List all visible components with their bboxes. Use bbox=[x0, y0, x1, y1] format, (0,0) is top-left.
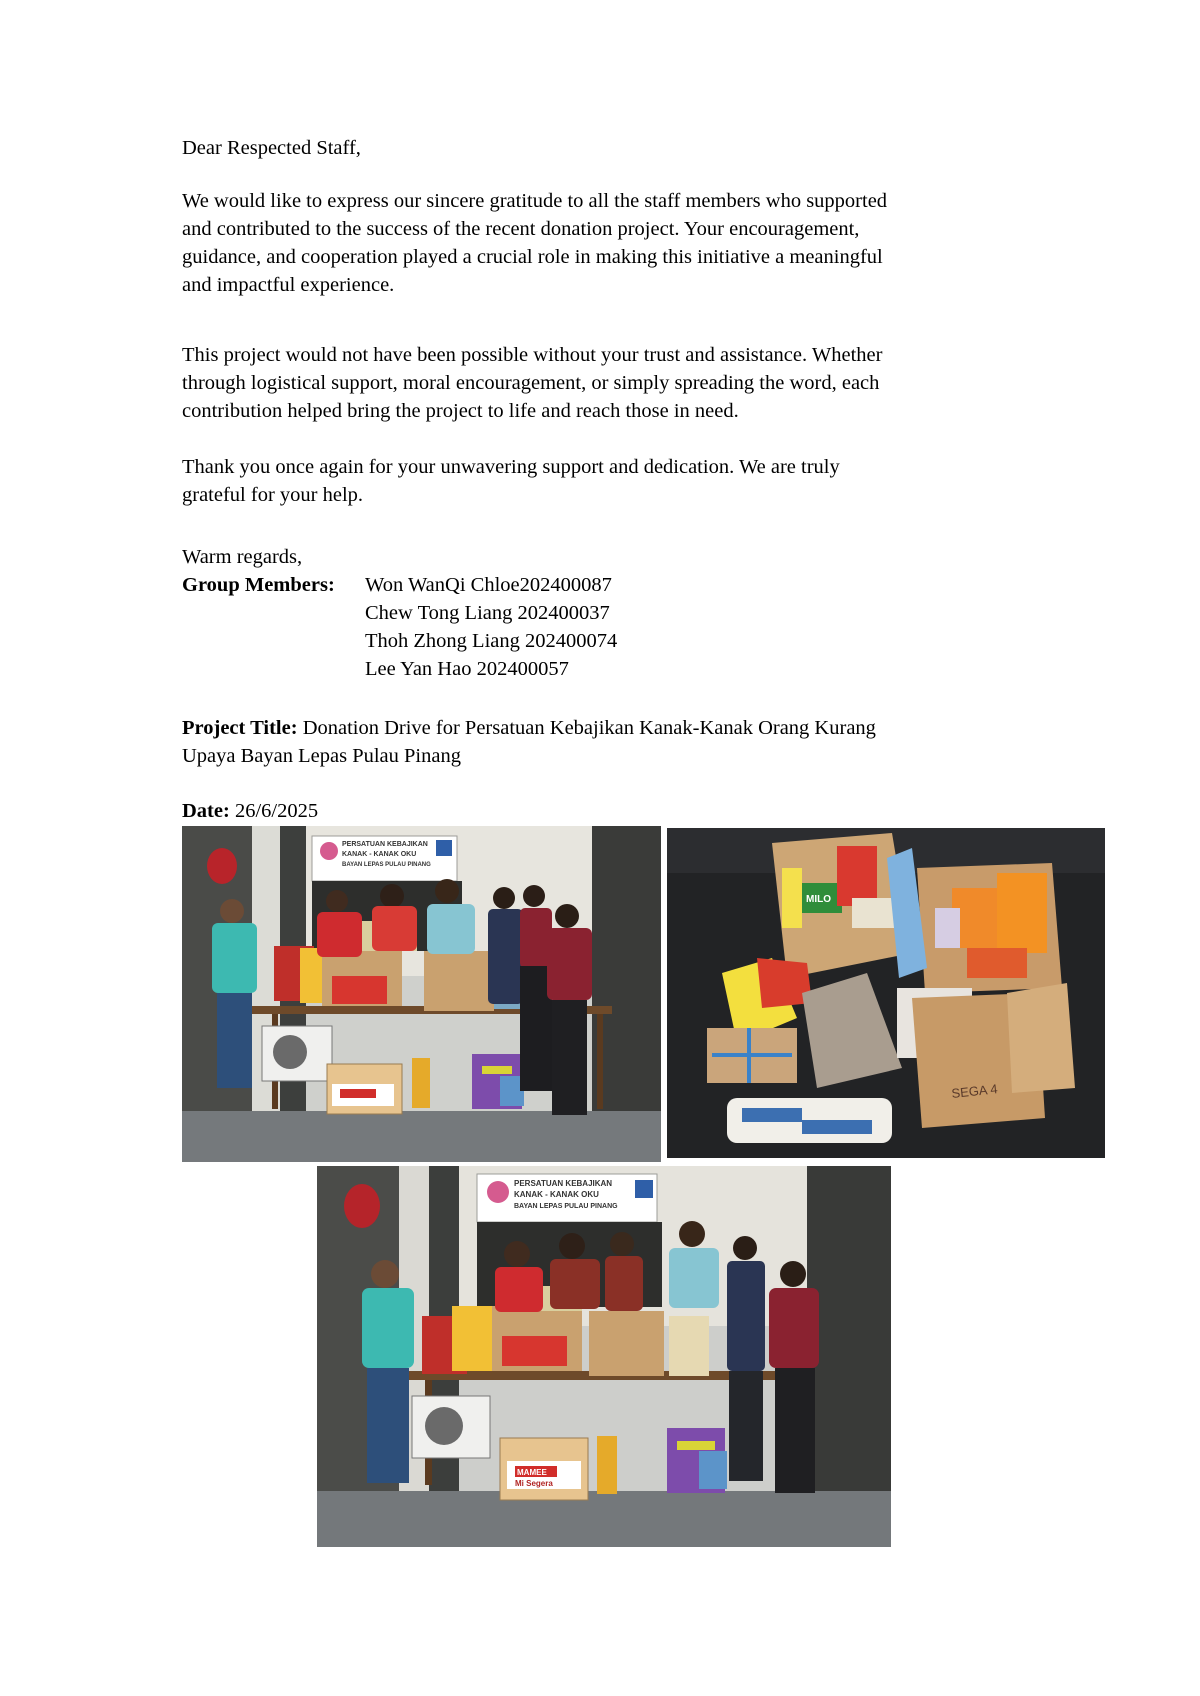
project-title-value-line2: Upaya Bayan Lepas Pulau Pinang bbox=[182, 745, 461, 767]
paragraph-support: This project would not have been possible without your trust and assistance. Whether through logistical support, moral encouragement, or simply spreading the word, each contribution helped bring the project to life and reach those in need. bbox=[182, 344, 883, 422]
sign-text-1: PERSATUAN KEBAJIKAN bbox=[342, 841, 428, 848]
member-4: Lee Yan Hao 202400057 bbox=[365, 658, 569, 680]
sign-text-3b: BAYAN LEPAS PULAU PINANG bbox=[514, 1203, 618, 1210]
box-product: Mi Segera bbox=[515, 1479, 553, 1488]
sign-text-1b: PERSATUAN KEBAJIKAN bbox=[514, 1179, 613, 1188]
box-brand: MAMEE bbox=[517, 1468, 547, 1477]
photo-group-donations-2 bbox=[317, 1166, 891, 1547]
paragraph-thanks: Thank you once again for your unwavering support and dedication. We are truly grateful for your help. bbox=[182, 456, 840, 506]
closing: Warm regards, bbox=[182, 546, 303, 568]
date-value: 26/6/2025 bbox=[234, 800, 319, 822]
date-label: Date: bbox=[182, 800, 230, 822]
milo-label: MILO bbox=[806, 894, 831, 905]
paragraph-gratitude: We would like to express our sincere gratitude to all the staff members who supported and contributed to the success of the recent donation project. Your encouragement, guidance, and cooperation played a crucial role in making this initiative a meaningful and impactful experience. bbox=[182, 190, 888, 296]
photo-group-donations-1 bbox=[182, 826, 661, 1162]
photo-donation-goods bbox=[667, 828, 1105, 1158]
group-members-label: Group Members: bbox=[182, 574, 335, 596]
project-title bbox=[182, 714, 1042, 770]
project-title-label: Project Title: bbox=[182, 717, 298, 739]
sign-text-2: KANAK - KANAK OKU bbox=[342, 851, 417, 858]
member-1: Won WanQi Chloe202400087 bbox=[365, 574, 612, 596]
salutation: Dear Respected Staff, bbox=[182, 137, 361, 159]
member-2: Chew Tong Liang 202400037 bbox=[365, 602, 610, 624]
sign-text-2b: KANAK - KANAK OKU bbox=[514, 1190, 599, 1199]
box-marker-text: SEGA 4 bbox=[950, 1081, 999, 1101]
date bbox=[182, 797, 1042, 825]
member-3: Thoh Zhong Liang 202400074 bbox=[365, 630, 618, 652]
project-title-value-line1: Donation Drive for Persatuan Kebajikan Kanak-Kanak Orang Kurang bbox=[302, 717, 876, 739]
sign-text-3: BAYAN LEPAS PULAU PINANG bbox=[342, 862, 431, 868]
